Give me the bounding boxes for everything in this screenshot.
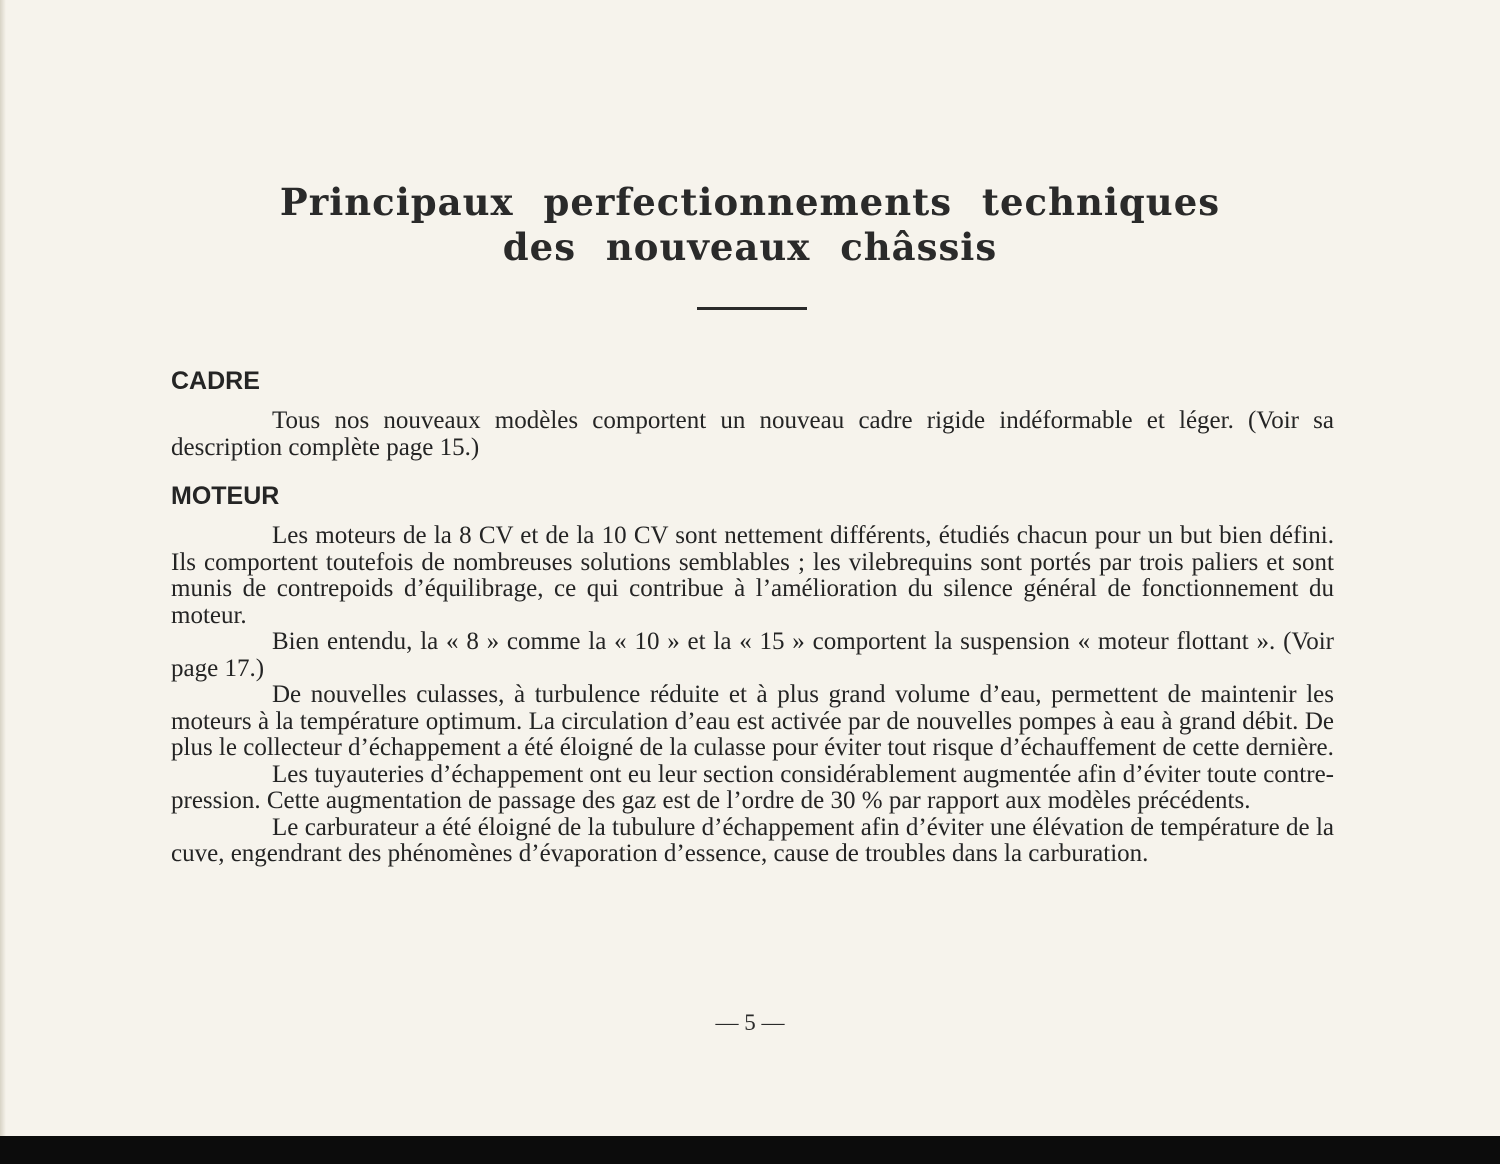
page-title xyxy=(0,180,1500,270)
document-body xyxy=(171,364,1334,868)
paragraph: Tous nos nouveaux modèles comportent un nouveau cadre rigide indéformable et léger. (Voir sa description complète page 15.) xyxy=(171,407,1334,461)
title-line-1: Principaux perfectionnements techniques xyxy=(279,180,1221,224)
paragraph: Le carburateur a été éloigné de la tubulure d’échappement afin d’éviter une élévation de température de la cuve, engendrant des phénomènes d’évaporation d’essence, cause de troubles dans la carburation. xyxy=(171,813,1334,867)
paragraph: Les moteurs de la 8 CV et de la 10 CV sont nettement différents, étudiés chacun pour un but bien défini. Ils comportent toutefois de nombreuses solutions semblables ; les vilebrequins sont portés par trois paliers et sont munis de contrepoids d’équilibrage, ce qui contribue à l’amélioration du silence général de fonctionnement du moteur. xyxy=(171,522,1334,629)
title-divider xyxy=(697,307,807,310)
paragraph: Bien entendu, la « 8 » comme la « 10 » et la « 15 » comportent la suspension « moteur flottant ». (Voir page 17.) xyxy=(171,628,1334,682)
title-line-2: des nouveaux châssis xyxy=(502,225,998,269)
section-heading: MOTEUR xyxy=(171,482,280,510)
page-edge xyxy=(0,0,6,1140)
section-moteur xyxy=(171,479,1334,868)
section-cadre xyxy=(171,364,1334,461)
paragraph: Les tuyauteries d’échappement ont eu leur section considérablement augmentée afin d’éviter toute contre-pression. Cette augmentation de passage des gaz est de l’ordre de 30 % par rapport aux modèles précédents. xyxy=(171,760,1334,814)
paragraph: De nouvelles culasses, à turbulence réduite et à plus grand volume d’eau, permettent de maintenir les moteurs à la température optimum. La circulation d’eau est activée par de nouvelles pompes à eau à grand débit. De plus le collecteur d’échappement a été éloigné de la culasse pour éviter tout risque d’échauffement de cette dernière. xyxy=(171,681,1334,761)
scan-border xyxy=(0,1136,1500,1164)
page-number: — 5 — xyxy=(715,1010,785,1035)
section-heading: CADRE xyxy=(171,367,260,395)
